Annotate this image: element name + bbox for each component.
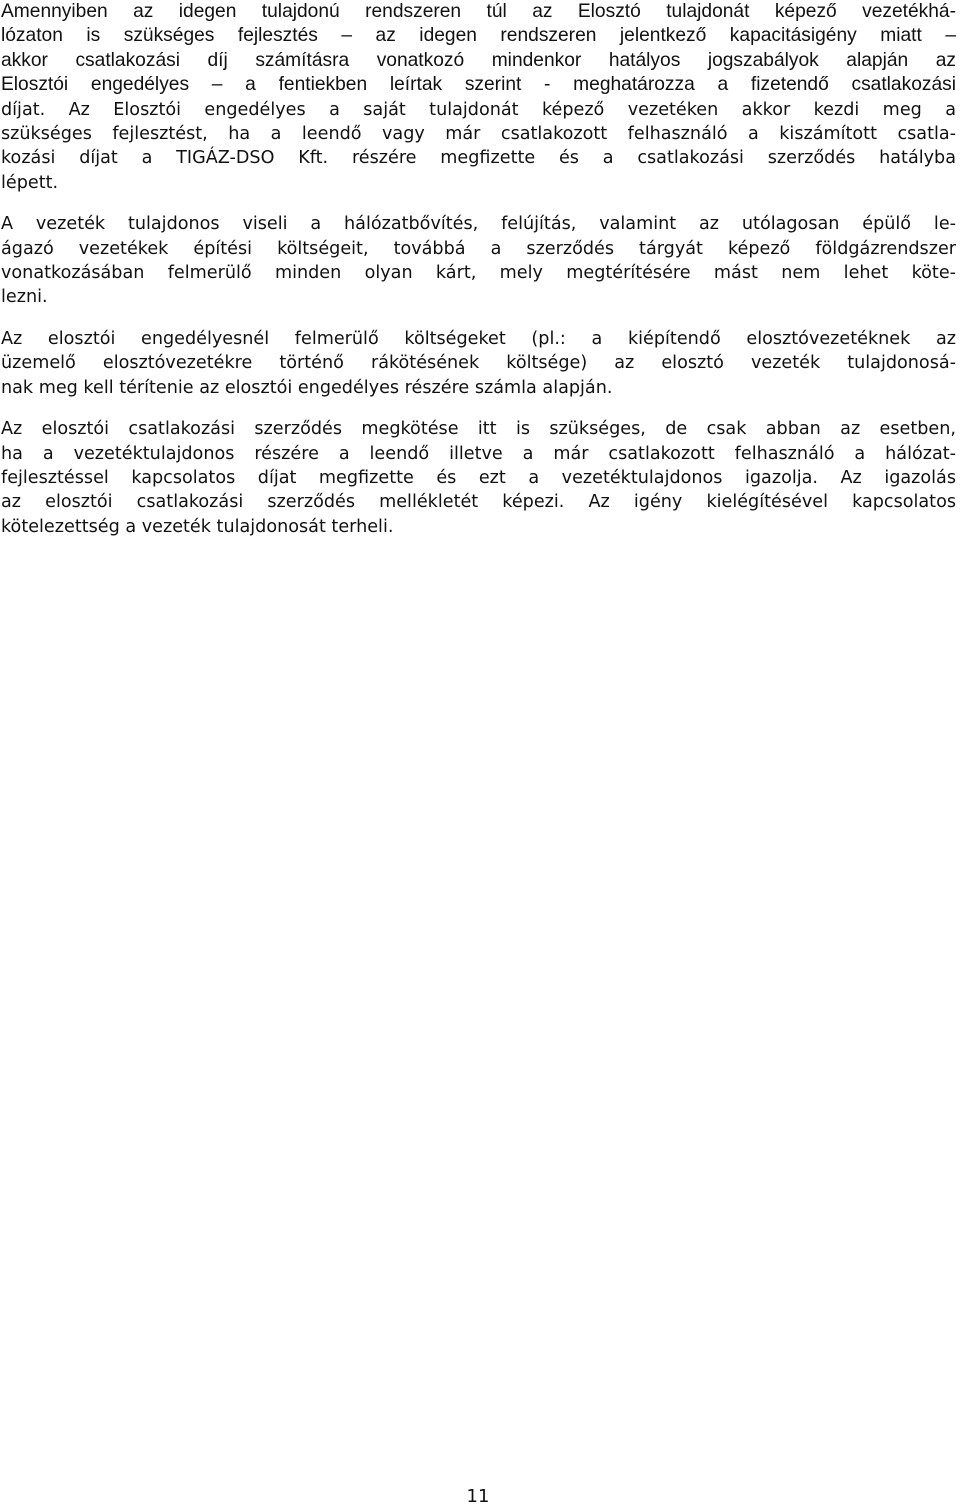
page-number: 11 (466, 1486, 490, 1507)
paragraph-spacer (1, 310, 956, 327)
text-line: ha a vezetéktulajdonos részére a leendő illetve a már csatlakozott felhasználó a hálózat- (1, 443, 956, 464)
text-line: vonatkozásában felmerülő minden olyan kárt, mely megtérítésére mást nem lehet köte- (1, 263, 956, 284)
text-fragment: díjat. (1, 99, 46, 120)
document-body (1, 0, 956, 539)
text-line (1, 98, 956, 122)
text-line: kozási díjat a TIGÁZ-DSO Kft. részére megfizette és a csatlakozási szerződés hatályba (1, 148, 956, 169)
paragraph-3 (1, 327, 956, 400)
paragraph-4 (1, 417, 956, 539)
paragraph-2 (1, 212, 956, 310)
paragraph-1 (1, 0, 956, 195)
paragraph-spacer (1, 400, 956, 417)
text-line: akkor csatlakozási díj számításra vonatkozó mindenkor hatályos jogszabályok alapján az (1, 49, 956, 71)
text-line: A vezeték tulajdonos viseli a hálózatbővítés, felújítás, valamint az utólagosan épülő le- (1, 214, 956, 235)
text-line: lépett. (1, 172, 59, 193)
text-line: ágazó vezetékek építési költségeit, továbbá a szerződés tárgyát képező földgázrendszer (1, 238, 956, 259)
text-line: lezni. (1, 287, 48, 308)
text-line: nak meg kell térítenie az elosztói engedélyes részére számla alapján. (1, 377, 613, 398)
text-line: Amennyiben az idegen tulajdonú rendszeren túl az Elosztó tulajdonát képező vezetékhá- (1, 1, 956, 22)
text-line: fejlesztéssel kapcsolatos díjat megfizette és ezt a vezetéktulajdonos igazolja. Az igazolás (1, 467, 956, 488)
text-line: kötelezettség a vezeték tulajdonosát terheli. (1, 516, 394, 537)
text-line: az elosztói csatlakozási szerződés mellékletét képezi. Az igény kielégítésével kapcsolatos (1, 492, 956, 513)
text-line: üzemelő elosztóvezetékre történő rákötésének költsége) az elosztó vezeték tulajdonosá- (1, 353, 956, 374)
text-line: Az elosztói csatlakozási szerződés megkötése itt is szükséges, de csak abban az esetben, (1, 419, 956, 440)
paragraph-spacer (1, 195, 956, 212)
text-line: lózaton is szükséges fejlesztés – az idegen rendszeren jelentkező kapacitásigény miatt – (1, 25, 956, 47)
text-line: Az elosztói engedélyesnél felmerülő költségeket (pl.: a kiépítendő elosztóvezetéknek az (1, 328, 956, 349)
text-line: szükséges fejlesztést, ha a leendő vagy már csatlakozott felhasználó a kiszámított csatla- (1, 124, 956, 145)
text-fragment: Az Elosztói engedélyes a saját tulajdonát képező vezetéken akkor kezdi meg a (68, 99, 956, 120)
text-line: Elosztói engedélyes – a fentiekben leírtak szerint - meghatározza a fizetendő csatlakozási (1, 74, 956, 96)
